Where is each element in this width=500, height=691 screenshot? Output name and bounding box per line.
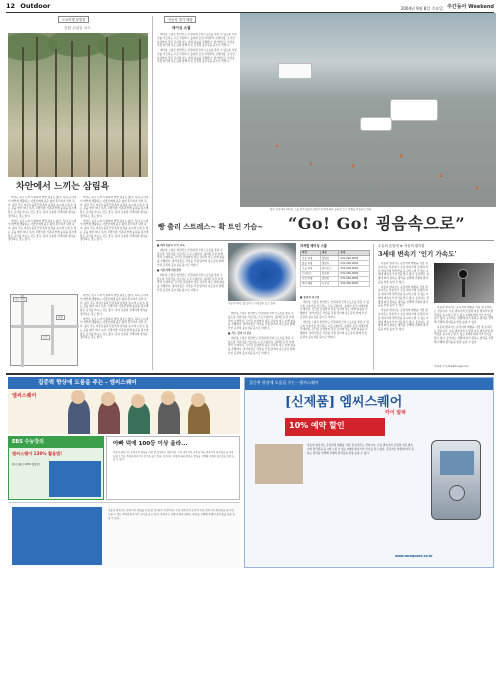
left-body-col3: 자연은 보고 느끼기 위하여 말할 필요도 없다. 특히 도시에서 바쁘게 생활하는 사람들에게 숲은 삶의 휴식처가 되어 준다. 숲이 주는 여유로움과 산림욕의 효과를 동시에 누릴 수 있는 곳을 찾아 떠나 보자. 주말이면 가족과 함께 숲길을 걸으며 맑은 공기를 마시는 것도 좋고, 혼자 조용히 산책하며 생각을 정리하는 것도 좋다. 자연은 보고 느끼기 위하여 말할 필요도 없다. 특히 도시에서 바쁘게 생활하는 사람들에게 숲은 삶의 휴식처가 되어 준다. 숲이 주는 여유로움과 산림욕의 효과를 동시에 누릴 수 있는 곳을 찾아 떠나 보자. 주말이면 가족과 함께 숲길을 걸으며 맑은 공기를 마시는 것도 좋고, 혼자 조용히 산책하며 생각을 정리하는 것도 좋다. [80,294,149,340]
ad-mc-offer: 10% 예약 할인 [285,418,385,436]
spec-table [300,250,370,287]
ad-ebs-subtitle: 엠씨스퀘어 120% 활용법! [12,451,63,456]
middle-feature-subtitle: 레이싱 스쿨 [172,26,191,30]
racing-photo-caption: 용인 서킷에서 레이싱 스쿨 참가자들이 교관의 안내에 따라 슬라럼 코스 주행을 연습하고 있다. [270,208,373,211]
table-row: 서킷 주행 일반인 031-000-0000 [301,276,370,281]
racing-school-photo [240,13,496,207]
paper-name: 주간동아 Weekend [447,4,494,11]
ad-ebs-title: EBS 수능강의 [9,437,104,448]
issue-date: 2004년 9월 8일 수요일 [400,5,444,11]
table-row: 기초 과정 일반인 031-000-0000 [301,256,370,261]
left-feature-subtitle: 공원 주위길 코스 [64,26,91,30]
ad-ebs-body: 엠씨스퀘어 120% 활용법! [12,463,40,466]
ad-ebs-screen [49,461,101,497]
mp3-device-icon [431,440,481,520]
masthead [6,4,494,13]
right-col1: 자동차 변속기는 운전자의 취향을 가장 잘 보여주는 부분이다. 수동 변속기의 손맛과 자동 변속기의 편리함을 동시에 누릴 수 있는 3세대 변속기가 인기를 끌고 있다. 운전자는 상황에 따라 원하는 방식을 선택해 주행의 즐거움을 한층 높일 수 있다. 자동차 변속기는 운전자의 취향을 가장 잘 보여주는 부분이다. 수동 변속기의 손맛과 자동 변속기의 편리함을 동시에 누릴 수 있는 3세대 변속기가 인기를 끌고 있다. 운전자는 상황에 따라 원하는 방식을 선택해 주행의 즐거움을 한층 높일 수 있다. 자동차 변속기는 운전자의 취향을 가장 잘 보여주는 부분이다. 수동 변속기의 손맛과 자동 변속기의 편리함을 동시에 누릴 수 있는 3세대 변속기가 인기를 끌고 있다. 운전자는 상황에 따라 원하는 방식을 선택해 주행의 즐거움을 한층 높일 수 있다. [378,262,429,332]
map-label-subway: 전철 [58,316,63,319]
ad-mc-title: [신제품] 엠씨스퀘어 [285,395,403,410]
ad-footer-blue-block [12,507,102,565]
gear-shifter-photo [434,263,494,303]
page-number: 12 [6,2,16,11]
middle-feature-title: 빵 출리 스트레스~ 확 트인 가슴~ [158,222,264,231]
map-label-howto: 가는 방법 [15,298,25,301]
section-header [6,2,50,11]
route-map [10,294,78,366]
ad-center-headline: 아빠 덕에 100등 이상 올라... [113,441,188,447]
middle-intro: 레이싱 스쿨은 일반인도 안전하게 모터스포츠를 즐길 수 있도록 기본기를 가르치는 프로그램이다. 올바른 운전 자세부터 브레이킹, 코너링 요령까지 전문 강사의 지도 아래 실습을 진행한다. 참가자들은 서킷을 직접 달리며 속도감과 함께 안전 운전의 중요성을 몸으로 익힌다. 레이싱 스쿨은 일반인도 안전하게 모터스포츠를 즐길 수 있도록 기본기를 가르치는 프로그램이다. 올바른 운전 자세부터 브레이킹, 코너링 요령까지 전문 강사의 지도 아래 실습을 진행한다. 참가자들은 서킷을 직접 달리며 속도감과 함께 안전 운전의 중요성을 몸으로 익힌다. [157,33,237,64]
left-body-col2: 자연은 보고 느끼기 위하여 말할 필요도 없다. 특히 도시에서 바쁘게 생활하는 사람들에게 숲은 삶의 휴식처가 되어 준다. 숲이 주는 여유로움과 산림욕의 효과를 동시에 누릴 수 있는 곳을 찾아 떠나 보자. 주말이면 가족과 함께 숲길을 걸으며 맑은 공기를 마시는 것도 좋고, 혼자 조용히 산책하며 생각을 정리하는 것도 좋다. 자연은 보고 느끼기 위하여 말할 필요도 없다. 특히 도시에서 바쁘게 생활하는 사람들에게 숲은 삶의 휴식처가 되어 준다. 숲이 주는 여유로움과 산림욕의 효과를 동시에 누릴 수 있는 곳을 찾아 떠나 보자. 주말이면 가족과 함께 숲길을 걸으며 맑은 공기를 마시는 것도 좋고, 혼자 조용히 산책하며 생각을 정리하는 것도 좋다. [80,196,149,242]
right-feature-kicker: 수동의 손맛에 ★ 자동의 편리함 [378,244,425,248]
middle-col3: ■ 충실과 경고점 레이싱 스쿨은 일반인도 안전하게 모터스포츠를 즐길 수 있도록 기본기를 가르치는 프로그램이다. 올바른 운전 자세부터 브레이킹, 코너링 요령까지 전문 강사의 지도 아래 실습을 진행한다. 참가자들은 서킷을 직접 달리며 속도감과 함께 안전 운전의 중요성을 몸으로 익힌다. 레이싱 스쿨은 일반인도 안전하게 모터스포츠를 즐길 수 있도록 기본기를 가르치는 프로그램이다. 올바른 운전 자세부터 브레이킹, 코너링 요령까지 전문 강사의 지도 아래 실습을 진행한다. 참가자들은 서킷을 직접 달리며 속도감과 함께 안전 운전의 중요성을 몸으로 익힌다. [300,296,369,339]
map-label-walk: 도보 [43,336,48,339]
ad-mc-body: 자동차 변속기는 운전자의 취향을 가장 잘 보여주는 부분이다. 수동 변속기의 손맛과 자동 변속기의 편리함을 동시에 누릴 수 있는 3세대 변속기가 인기를 끌고 있다. 운전자는 상황에 따라 원하는 방식을 선택해 주행의 즐거움을 한층 높일 수 있다. [307,444,414,455]
ad-footer-text: 자동차 변속기는 운전자의 취향을 가장 잘 보여주는 부분이다. 수동 변속기의 손맛과 자동 변속기의 편리함을 동시에 누릴 수 있는 3세대 변속기가 인기를 끌고 있다. 운전자는 상황에 따라 원하는 방식을 선택해 주행의 즐거움을 한층 높일 수 있다. [108,509,235,520]
left-feature-title: 차안에서 느끼는 삼림욕 [16,182,110,192]
middle-col2: 레이싱 스쿨은 일반인도 안전하게 모터스포츠를 즐길 수 있도록 기본기를 가르치는 프로그램이다. 올바른 운전 자세부터 브레이킹, 코너링 요령까지 전문 강사의 지도 아래 실습을 진행한다. 참가자들은 서킷을 직접 달리며 속도감과 함께 안전 운전의 중요성을 몸으로 익힌다. ■ 서는 것이 더 중요 레이싱 스쿨은 일반인도 안전하게 모터스포츠를 즐길 수 있도록 기본기를 가르치는 프로그램이다. 올바른 운전 자세부터 브레이킹, 코너링 요령까지 전문 강사의 지도 아래 실습을 진행한다. 참가자들은 서킷을 직접 달리며 속도감과 함께 안전 운전의 중요성을 몸으로 익힌다. [228,312,296,355]
ad-mc-feature-list [255,444,415,562]
ad-center[interactable] [106,436,240,500]
section-name: Outdoor [20,2,51,11]
table-row: 고급 과정 라이선스 031-000-0000 [301,266,370,271]
spec-header: 문의 [339,251,370,256]
ad-banner-text: 집중력 향상에 도움을 주는 - 엠씨스퀘어 [38,380,137,386]
ad-left-logo: 엠씨스퀘어 [12,393,37,399]
ad-mc-banner: 집중력 향상에 도움을 주는 - 엠씨스퀘어 [249,380,319,385]
ad-mcsquare[interactable] [244,377,494,568]
left-feature-tag: 도보여행 불볕을 [58,16,89,23]
race-car-photo [228,243,296,301]
spec-header: 대상 [320,251,339,256]
issue-info [401,4,494,11]
race-car-caption: 자동차 레이스를 즐기는 사람들이 늘고 있다. [228,302,277,305]
spec-header: 과정 [301,251,321,256]
right-feature-title: 3세대 변속기 ‘인기 가속도’ [378,250,457,258]
middle-feature-tag: 자동차 경기 체험 [164,16,196,23]
ad-ebs[interactable] [8,436,104,500]
ad-left-footer[interactable] [8,502,240,568]
middle-feature-headline: “Go! Go! 굉음속으로” [288,214,466,233]
table-row: 택시 체험 누구나 031-000-0000 [301,281,370,286]
left-body-col1: 자연은 보고 느끼기 위하여 말할 필요도 없다. 특히 도시에서 바쁘게 생활하는 사람들에게 숲은 삶의 휴식처가 되어 준다. 숲이 주는 여유로움과 산림욕의 효과를 동시에 누릴 수 있는 곳을 찾아 떠나 보자. 주말이면 가족과 함께 숲길을 걸으며 맑은 공기를 마시는 것도 좋고, 혼자 조용히 산책하며 생각을 정리하는 것도 좋다. 자연은 보고 느끼기 위하여 말할 필요도 없다. 특히 도시에서 바쁘게 생활하는 사람들에게 숲은 삶의 휴식처가 되어 준다. 숲이 주는 여유로움과 산림욕의 효과를 동시에 누릴 수 있는 곳을 찾아 떠나 보자. 주말이면 가족과 함께 숲길을 걸으며 맑은 공기를 마시는 것도 좋고, 혼자 조용히 산책하며 생각을 정리하는 것도 좋다. [8,196,77,242]
ad-mc-website[interactable]: www.mcsquare.co.kr [395,554,433,558]
forest-photo [8,33,148,177]
ad-family-photo[interactable] [8,390,240,434]
spec-table-title: 자격별 레이싱 스쿨 [300,244,327,248]
middle-col1: ■ 레이싱팀의 수석 교육 레이싱 스쿨은 일반인도 안전하게 모터스포츠를 즐길 수 있도록 기본기를 가르치는 프로그램이다. 올바른 운전 자세부터 브레이킹, 코너링 요령까지 전문 강사의 지도 아래 실습을 진행한다. 참가자들은 서킷을 직접 달리며 속도감과 함께 안전 운전의 중요성을 몸으로 익힌다. ■ 기본자세 바로잡기 레이싱 스쿨은 일반인도 안전하게 모터스포츠를 즐길 수 있도록 기본기를 가르치는 프로그램이다. 올바른 운전 자세부터 브레이킹, 코너링 요령까지 전문 강사의 지도 아래 실습을 진행한다. 참가자들은 서킷을 직접 달리며 속도감과 함께 안전 운전의 중요성을 몸으로 익힌다. [157,244,225,292]
right-col2: 자동차 변속기는 운전자의 취향을 가장 잘 보여주는 부분이다. 수동 변속기의 손맛과 자동 변속기의 편리함을 동시에 누릴 수 있는 3세대 변속기가 인기를 끌고 있다. 운전자는 상황에 따라 원하는 방식을 선택해 주행의 즐거움을 한층 높일 수 있다. 자동차 변속기는 운전자의 취향을 가장 잘 보여주는 부분이다. 수동 변속기의 손맛과 자동 변속기의 편리함을 동시에 누릴 수 있는 3세대 변속기가 인기를 끌고 있다. 운전자는 상황에 따라 원하는 방식을 선택해 주행의 즐거움을 한층 높일 수 있다. [434,306,494,344]
ad-banner-left[interactable] [8,377,240,389]
right-byline: 이재명 기자 jlee@donga.com [434,365,469,368]
table-row: 드리프트 동호회 031-000-0000 [301,271,370,276]
ad-center-body: 자동차 변속기는 운전자의 취향을 가장 잘 보여주는 부분이다. 수동 변속기의 손맛과 자동 변속기의 편리함을 동시에 누릴 수 있는 3세대 변속기가 인기를 끌고 있다. 운전자는 상황에 따라 원하는 방식을 선택해 주행의 즐거움을 한층 높일 수 있다. [113,451,235,462]
ad-mc-subtitle: 카이 알파 [385,410,407,416]
table-row: 중급 과정 경험자 031-000-0000 [301,261,370,266]
